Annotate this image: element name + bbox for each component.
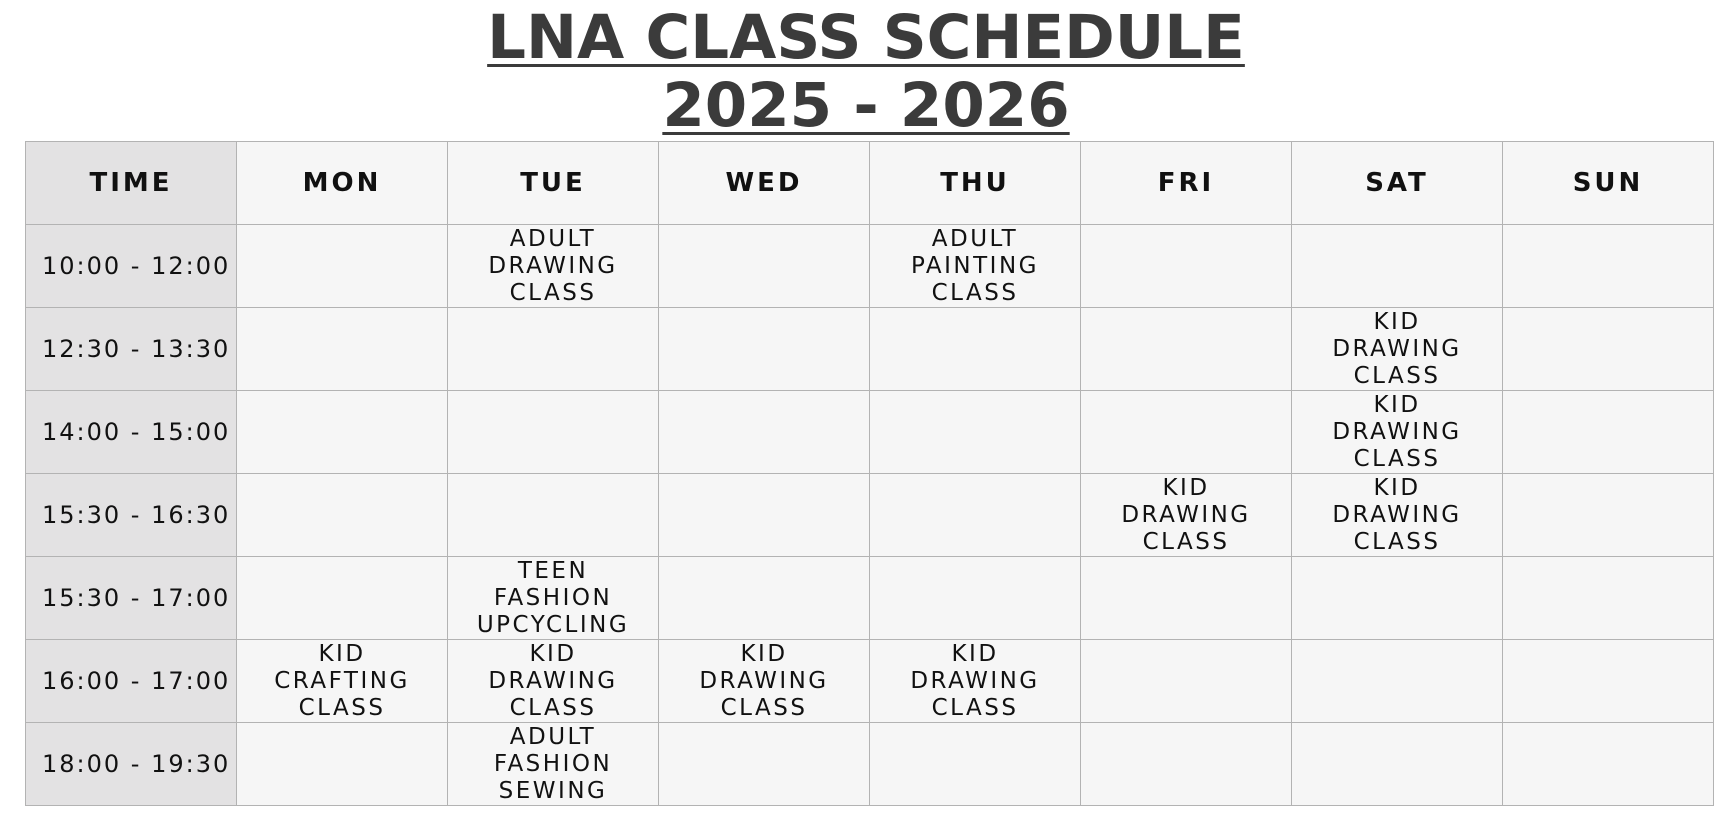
table-row [26,723,1714,806]
schedule-cell-fri [1081,640,1292,723]
schedule-cell-sun [1503,723,1714,806]
schedule-cell-tue [448,640,659,723]
schedule-cell-wed [659,225,870,308]
table-row [26,474,1714,557]
time-slot-cell: 14:00 - 15:00 [26,391,237,474]
class-name: KID DRAWING CLASS [1121,474,1251,555]
table-row [26,225,1714,308]
table-row [26,391,1714,474]
class-name: KID CRAFTING CLASS [274,640,410,721]
schedule-cell-wed [659,557,870,640]
class-name: KID DRAWING CLASS [488,640,618,721]
schedule-cell-sat [1292,640,1503,723]
schedule-cell-thu [870,723,1081,806]
schedule-cell-wed [659,474,870,557]
schedule-cell-wed [659,723,870,806]
title-line-2: 2025 - 2026 [662,70,1070,141]
schedule-cell-tue [448,474,659,557]
schedule-cell-tue [448,225,659,308]
schedule-table [25,141,1714,806]
schedule-cell-wed [659,640,870,723]
schedule-cell-mon [237,557,448,640]
schedule-cell-wed [659,391,870,474]
schedule-cell-fri [1081,723,1292,806]
schedule-cell-sat [1292,474,1503,557]
time-slot-cell: 18:00 - 19:30 [26,723,237,806]
time-slot-cell: 15:30 - 17:00 [26,557,237,640]
schedule-cell-tue [448,723,659,806]
schedule-cell-sat [1292,557,1503,640]
header-sat: SAT [1292,142,1503,225]
header-row [26,142,1714,225]
header-thu: THU [870,142,1081,225]
schedule-cell-mon [237,474,448,557]
schedule-cell-fri [1081,225,1292,308]
table-row [26,308,1714,391]
schedule-cell-fri [1081,474,1292,557]
schedule-cell-tue [448,391,659,474]
time-slot-cell: 12:30 - 13:30 [26,308,237,391]
class-name: KID DRAWING CLASS [1332,308,1462,389]
schedule-body [26,225,1714,806]
header-time: TIME [26,142,237,225]
schedule-cell-sun [1503,225,1714,308]
schedule-cell-sun [1503,308,1714,391]
schedule-cell-tue [448,308,659,391]
header-sun: SUN [1503,142,1714,225]
class-name: KID DRAWING CLASS [1332,391,1462,472]
schedule-cell-thu [870,474,1081,557]
class-name: ADULT DRAWING CLASS [488,225,618,306]
schedule-cell-sun [1503,474,1714,557]
title-line-1: LNA CLASS SCHEDULE [487,2,1245,73]
time-slot-cell: 15:30 - 16:30 [26,474,237,557]
schedule-cell-mon [237,640,448,723]
schedule-cell-thu [870,225,1081,308]
schedule-cell-wed [659,308,870,391]
header-mon: MON [237,142,448,225]
class-name: KID DRAWING CLASS [699,640,829,721]
schedule-cell-mon [237,723,448,806]
schedule-cell-mon [237,308,448,391]
table-row [26,640,1714,723]
schedule-cell-thu [870,640,1081,723]
schedule-cell-tue [448,557,659,640]
schedule-cell-sun [1503,640,1714,723]
schedule-cell-sat [1292,308,1503,391]
schedule-cell-sat [1292,225,1503,308]
class-name: TEEN FASHION UPCYCLING [476,557,630,638]
header-wed: WED [659,142,870,225]
schedule-cell-fri [1081,557,1292,640]
schedule-cell-sat [1292,723,1503,806]
time-slot-cell: 16:00 - 17:00 [26,640,237,723]
schedule-cell-sat [1292,391,1503,474]
schedule-cell-thu [870,308,1081,391]
schedule-cell-thu [870,391,1081,474]
class-name: KID DRAWING CLASS [1332,474,1462,555]
table-row [26,557,1714,640]
class-name: KID DRAWING CLASS [910,640,1040,721]
header-fri: FRI [1081,142,1292,225]
class-name: ADULT PAINTING CLASS [911,225,1039,306]
time-slot-cell: 10:00 - 12:00 [26,225,237,308]
schedule-cell-fri [1081,391,1292,474]
schedule-cell-mon [237,391,448,474]
schedule-cell-fri [1081,308,1292,391]
schedule-title [0,4,1732,140]
schedule-cell-sun [1503,391,1714,474]
class-name: ADULT FASHION SEWING [493,723,613,804]
header-tue: TUE [448,142,659,225]
schedule-cell-thu [870,557,1081,640]
schedule-cell-mon [237,225,448,308]
schedule-cell-sun [1503,557,1714,640]
